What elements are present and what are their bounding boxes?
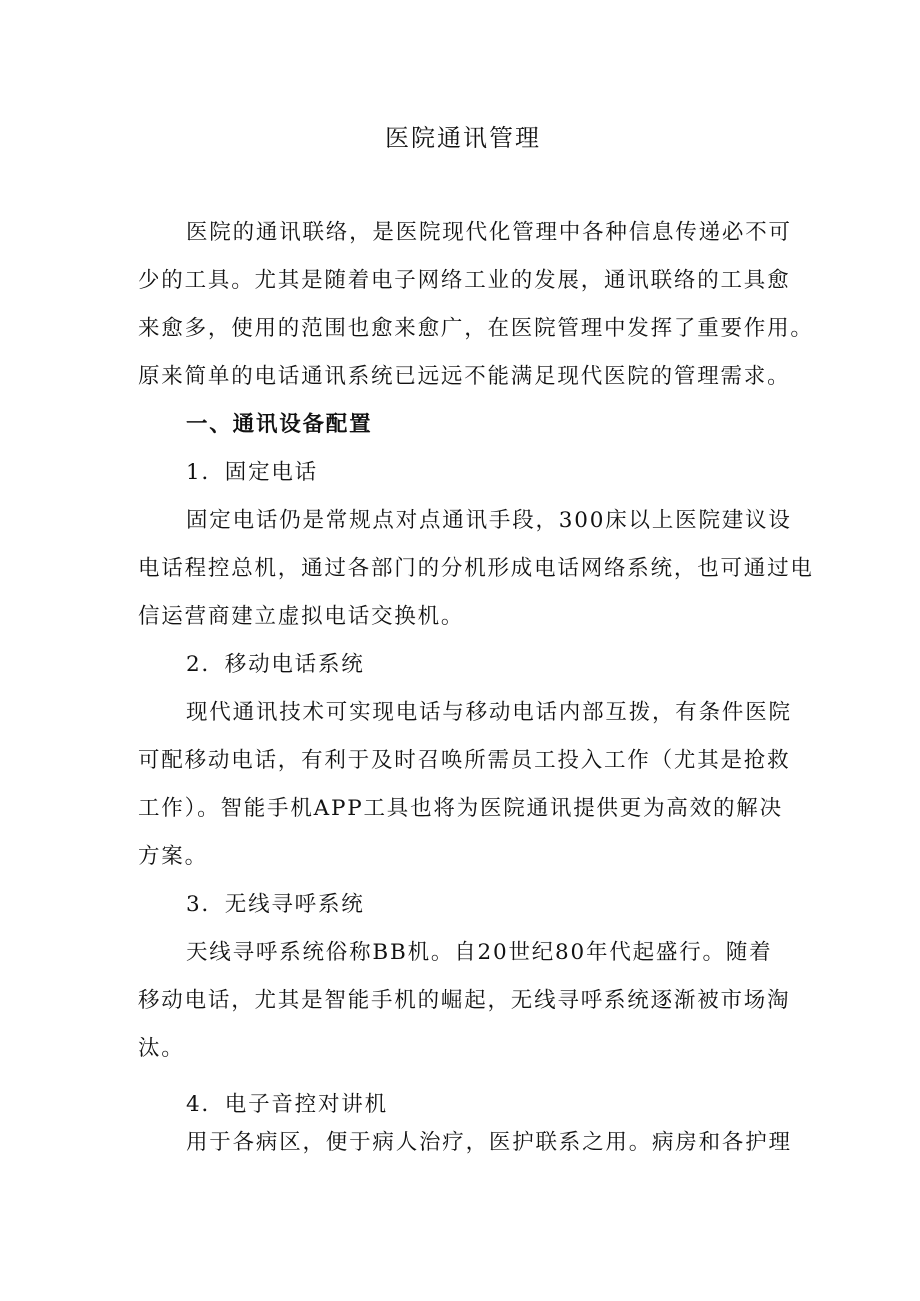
paragraph-line: 用于各病区，便于病人治疗，医护联系之用。病房和各护理 xyxy=(186,1130,792,1155)
paragraph-line: 电话程控总机，通过各部门的分机形成电话网络系统，也可通过电 xyxy=(138,556,814,581)
item-heading: 3．无线寻呼系统 xyxy=(186,892,365,917)
section-heading: 一、通讯设备配置 xyxy=(186,412,373,437)
paragraph-line: 工作）。智能手机APP工具也将为医院通讯提供更为高效的解决 xyxy=(138,796,783,821)
paragraph-line: 信运营商建立虚拟电话交换机。 xyxy=(138,604,465,629)
intro-line: 原来简单的电话通讯系统已远远不能满足现代医院的管理需求。 xyxy=(138,364,791,389)
intro-line: 少的工具。尤其是随着电子网络工业的发展，通讯联络的工具愈 xyxy=(138,268,791,293)
document-title: 医院通讯管理 xyxy=(385,124,541,152)
paragraph-line: 天线寻呼系统俗称BB机。自20世纪80年代起盛行。随着 xyxy=(186,940,773,965)
paragraph-line: 现代通讯技术可实现电话与移动电话内部互拨，有条件医院 xyxy=(186,700,792,725)
paragraph-line: 方案。 xyxy=(138,844,208,869)
intro-line: 医院的通讯联络，是医院现代化管理中各种信息传递必不可 xyxy=(186,220,792,245)
item-heading: 1．固定电话 xyxy=(186,460,318,485)
intro-line: 来愈多，使用的范围也愈来愈广，在医院管理中发挥了重要作用。 xyxy=(138,316,814,341)
paragraph-line: 固定电话仍是常规点对点通讯手段，300床以上医院建议设 xyxy=(186,508,792,533)
item-heading: 2．移动电话系统 xyxy=(186,652,365,677)
item-heading: 4．电子音控对讲机 xyxy=(186,1092,388,1117)
paragraph-line: 移动电话，尤其是智能手机的崛起，无线寻呼系统逐渐被市场淘 xyxy=(138,988,791,1013)
paragraph-line: 可配移动电话，有利于及时召唤所需员工投入工作（尤其是抢救 xyxy=(138,748,791,773)
paragraph-line: 汰。 xyxy=(138,1036,185,1061)
